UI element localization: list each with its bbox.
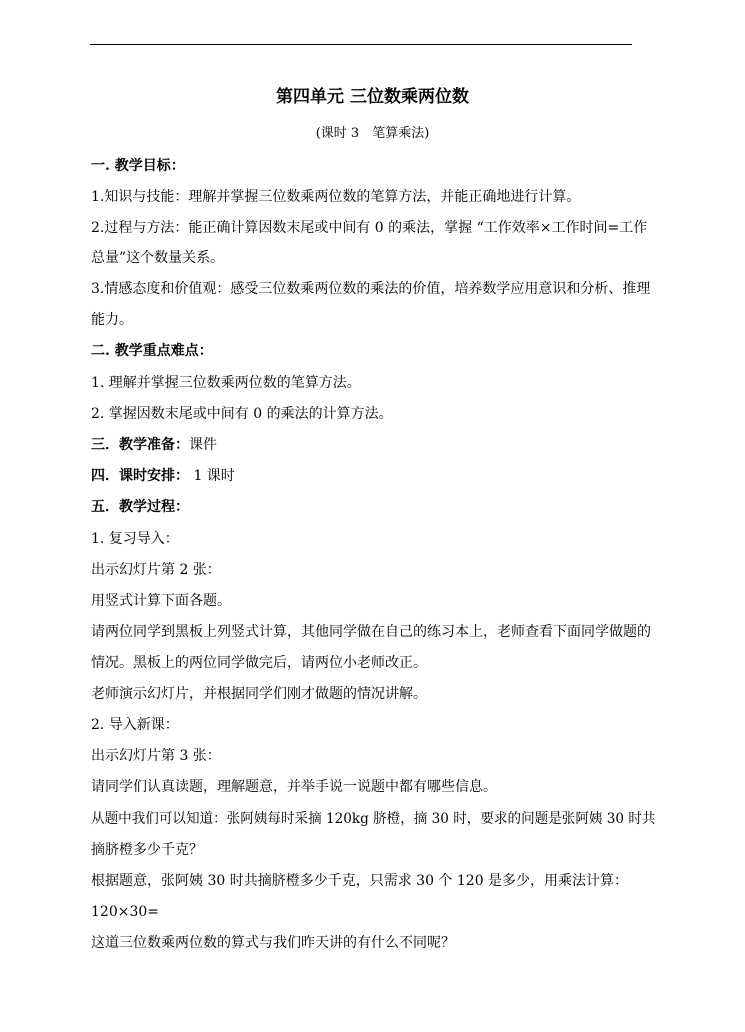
process-text: 用竖式计算下面各题。 — [91, 593, 231, 609]
page-title: 第四单元 三位数乘两位数 — [276, 87, 469, 107]
process-step-1: 1. 复习导入： — [91, 531, 179, 547]
schedule-line — [91, 467, 235, 485]
process-text: 情况。黑板上的两位同学做完后，请两位小老师改正。 — [91, 655, 427, 671]
schedule-label: 四．课时安排： — [91, 468, 189, 484]
process-text: 老师演示幻灯片，并根据同学们刚才做题的情况讲解。 — [91, 686, 427, 702]
prep-value: 课件 — [189, 437, 217, 453]
goal-3-line-1: 3.情感态度和价值观：感受三位数乘两位数的乘法的价值，培养数学应用意识和分析、推理 — [91, 281, 651, 297]
schedule-value: 1 课时 — [189, 468, 235, 484]
keypoint-2: 2. 掌握因数末尾或中间有 0 的乘法的计算方法。 — [91, 406, 393, 422]
process-heading: 五．教学过程： — [91, 499, 189, 515]
keypoint-1: 1. 理解并掌握三位数乘两位数的笔算方法。 — [91, 375, 361, 391]
goal-1: 1.知识与技能：理解并掌握三位数乘两位数的笔算方法，并能正确地进行计算。 — [91, 189, 581, 205]
process-text: 这道三位数乘两位数的算式与我们昨天讲的有什么不同呢？ — [91, 935, 455, 951]
prep-line — [91, 436, 217, 454]
goals-heading: 一. 教学目标： — [91, 158, 185, 174]
equation: 120×30= — [91, 904, 159, 920]
keypoints-heading: 二. 教学重点难点： — [91, 343, 213, 359]
process-text: 出示幻灯片第 3 张： — [91, 748, 221, 764]
page-subtitle: (课时 3 笔算乘法) — [315, 126, 430, 141]
process-text: 根据题意，张阿姨 30 时共摘脐橙多少千克，只需求 30 个 120 是多少，用乘法计算： — [91, 873, 629, 889]
goal-2-line-1: 2.过程与方法：能正确计算因数末尾或中间有 0 的乘法，掌握 “工作效率×工作时间=工作 — [91, 220, 648, 236]
goal-3-line-2: 能力。 — [91, 312, 133, 328]
process-text: 请两位同学到黑板上列竖式计算，其他同学做在自己的练习本上，老师查看下面同学做题的 — [91, 624, 651, 640]
process-text: 摘脐橙多少千克？ — [91, 842, 203, 858]
process-step-2: 2. 导入新课： — [91, 717, 179, 733]
goal-2-line-2: 总量”这个数量关系。 — [91, 250, 225, 266]
prep-label: 三．教学准备： — [91, 437, 189, 453]
header-rule — [90, 44, 632, 45]
process-text: 请同学们认真读题，理解题意，并举手说一说题中都有哪些信息。 — [91, 779, 497, 795]
process-text: 出示幻灯片第 2 张： — [91, 562, 221, 578]
process-text: 从题中我们可以知道：张阿姨每时采摘 120kg 脐橙，摘 30 时，要求的问题是张阿姨 30 时共 — [91, 811, 656, 827]
